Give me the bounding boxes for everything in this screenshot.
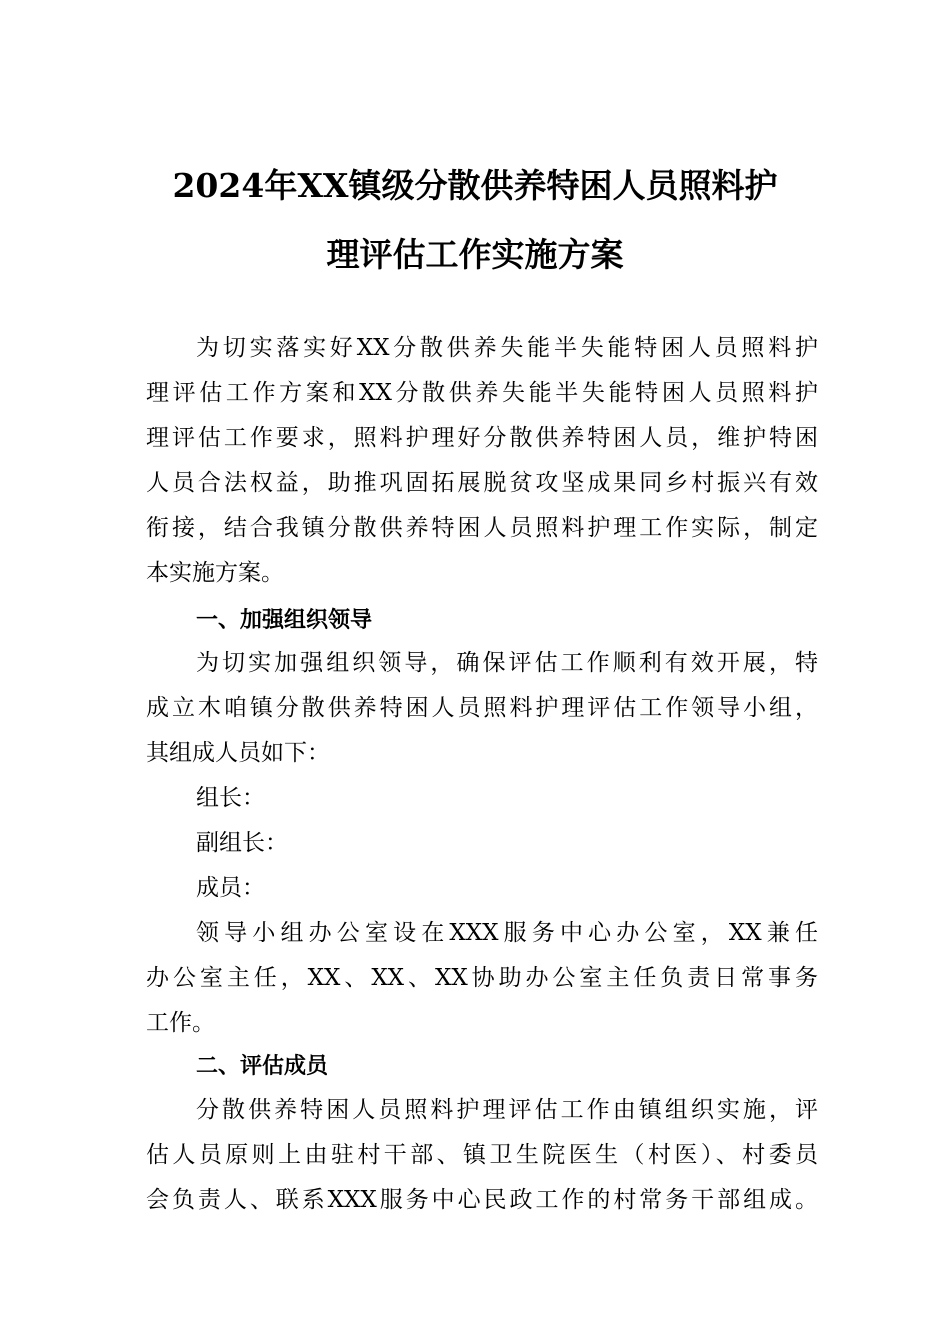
- intro-line: 人员合法权益，助推巩固拓展脱贫攻坚成果同乡村振兴有效: [146, 470, 818, 496]
- document-body: [146, 326, 818, 1226]
- document-title-line-1: 2024年XX镇级分散供养特困人员照料护: [172, 166, 778, 205]
- office-line: 办公室主任，XX、XX、XX协助办公室主任负责日常事务: [146, 965, 818, 991]
- intro-line: 衔接，结合我镇分散供养特困人员照料护理工作实际，制定: [146, 515, 818, 541]
- section-1-heading: 一、加强组织领导: [196, 608, 373, 633]
- section-1-line: 为切实加强组织领导，确保评估工作顺利有效开展，特: [196, 650, 818, 676]
- intro-line: 理评估工作要求，照料护理好分散供养特困人员，维护特困: [146, 425, 818, 451]
- intro-line: 为切实落实好XX分散供养失能半失能特困人员照料护: [196, 335, 818, 361]
- section-1-line: 成立木咱镇分散供养特困人员照料护理评估工作领导小组，: [146, 695, 818, 721]
- intro-line: 本实施方案。: [146, 560, 284, 586]
- deputy-leader-label: 副组长：: [196, 830, 288, 856]
- document-title-line-2: 理评估工作实施方案: [326, 235, 624, 274]
- members-label: 成员：: [196, 875, 265, 901]
- section-2-line: 分散供养特困人员照料护理评估工作由镇组织实施，评: [196, 1097, 818, 1123]
- office-line: 领导小组办公室设在XXX服务中心办公室，XX兼任: [196, 920, 818, 946]
- section-2-line: 会负责人、联系XXX服务中心民政工作的村常务干部组成。: [146, 1187, 818, 1213]
- office-line: 工作。: [146, 1010, 215, 1036]
- leader-label: 组长：: [196, 785, 265, 811]
- section-2-heading: 二、评估成员: [196, 1054, 329, 1079]
- section-2-line: 估人员原则上由驻村干部、镇卫生院医生（村医）、村委员: [146, 1142, 818, 1168]
- intro-line: 理评估工作方案和XX分散供养失能半失能特困人员照料护: [146, 380, 818, 406]
- section-1-line: 其组成人员如下：: [146, 740, 330, 766]
